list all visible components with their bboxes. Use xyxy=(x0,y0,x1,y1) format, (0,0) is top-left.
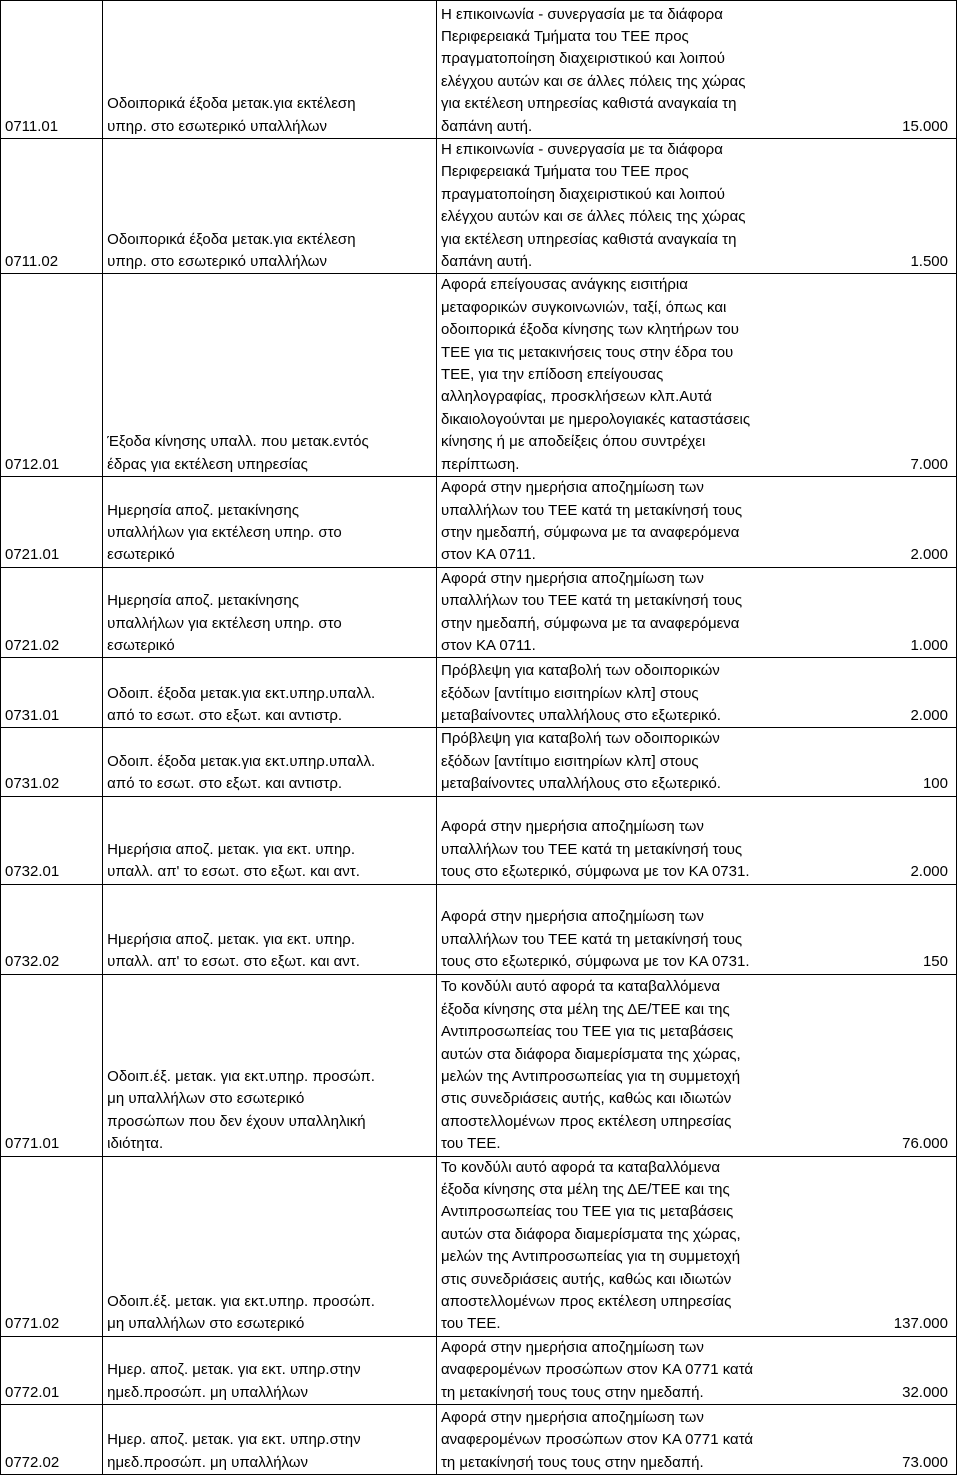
table-row xyxy=(1,658,957,728)
description-cell xyxy=(437,1156,957,1336)
account-code: 0731.02 xyxy=(1,728,103,796)
amount: 137.000 xyxy=(893,1315,948,1333)
description-cell xyxy=(437,477,957,568)
account-code: 0711.02 xyxy=(1,139,103,274)
expense-description: Αφορά στην ημερήσια αποζημίωση των υπαλλήλων του ΤΕΕ κατά τη μετακίνησή τους στην ημεδαπή, σύμφωνα με τα αναφερόμενα στον ΚΑ 0711. xyxy=(441,479,743,564)
expense-title: Ημερήσια αποζ. μετακ. για εκτ. υπηρ. υπαλλ. απ' το εσωτ. στο εξωτ. και αντ. xyxy=(103,884,437,974)
amount: 2.000 xyxy=(910,546,948,564)
table-row xyxy=(1,477,957,568)
expense-title: Οδοιπορικά έξοδα μετακ.για εκτέλεση υπηρ. στο εσωτερικό υπαλλήλων xyxy=(103,139,437,274)
amount: 76.000 xyxy=(902,1135,948,1153)
amount: 32.000 xyxy=(902,1383,948,1401)
table-row xyxy=(1,1156,957,1336)
description-cell xyxy=(437,1,957,139)
account-code: 0721.02 xyxy=(1,567,103,658)
account-code: 0721.01 xyxy=(1,477,103,568)
expense-title: Ημερήσια αποζ. μετακ. για εκτ. υπηρ. υπαλλ. απ' το εσωτ. στο εξωτ. και αντ. xyxy=(103,796,437,884)
account-code: 0732.01 xyxy=(1,796,103,884)
expense-description: Αφορά στην ημερήσια αποζημίωση των αναφερομένων προσώπων στον ΚΑ 0771 κατά τη μετακίνησή τους τους στην ημεδαπή. xyxy=(441,1408,754,1471)
table-row xyxy=(1,1336,957,1404)
description-cell xyxy=(437,1336,957,1404)
expense-description: Το κονδύλι αυτό αφορά τα καταβαλλόμενα έξοδα κίνησης στα μέλη της ΔΕ/ΤΕΕ και της Αντιπροσωπείας του ΤΕΕ για τις μεταβάσεις αυτών στα διάφορα διαμερίσματα της χώρας, μελών της Αντιπροσωπείας για τη συμμετοχή στις συνεδριάσεις αυτής, καθώς και ιδιωτών αποστελλομένων προς εκτέλεση υπηρεσίας του ΤΕΕ. xyxy=(441,1158,741,1333)
description-cell xyxy=(437,658,957,728)
description-cell xyxy=(437,728,957,796)
expense-description: Πρόβλεψη για καταβολή των οδοιπορικών εξόδων [αντίτιμο εισιτηρίων κλπ] στους μεταβαίνοντες υπαλλήλους στο εξωτερικό. xyxy=(441,662,721,724)
description-cell xyxy=(437,274,957,477)
table-row xyxy=(1,974,957,1156)
description-cell xyxy=(437,139,957,274)
table-row xyxy=(1,274,957,477)
description-cell xyxy=(437,1405,957,1475)
account-code: 0712.01 xyxy=(1,274,103,477)
expense-title: Ημερ. αποζ. μετακ. για εκτ. υπηρ.στην ημεδ.προσώπ. μη υπαλλήλων xyxy=(103,1336,437,1404)
amount: 7.000 xyxy=(910,455,948,473)
expense-description: Αφορά στην ημερήσια αποζημίωση των υπαλλήλων του ΤΕΕ κατά τη μετακίνησή τους τους στο εξωτερικό, σύμφωνα με τον ΚΑ 0731. xyxy=(441,818,750,881)
expense-title: Οδοιπ.έξ. μετακ. για εκτ.υπηρ. προσώπ. μη υπαλλήλων στο εσωτερικό προσώπων που δεν έχουν υπαλληλική ιδιότητα. xyxy=(103,974,437,1156)
description-cell xyxy=(437,796,957,884)
account-code: 0711.01 xyxy=(1,1,103,139)
amount: 1.000 xyxy=(910,636,948,654)
amount: 1.500 xyxy=(910,253,948,271)
amount: 73.000 xyxy=(902,1453,948,1471)
expense-title: Οδοιπ. έξοδα μετακ.για εκτ.υπηρ.υπαλλ. από το εσωτ. στο εξωτ. και αντιστρ. xyxy=(103,728,437,796)
account-code: 0731.01 xyxy=(1,658,103,728)
description-cell xyxy=(437,567,957,658)
expense-description: Πρόβλεψη για καταβολή των οδοιπορικών εξόδων [αντίτιμο εισιτηρίων κλπ] στους μεταβαίνοντες υπαλλήλους στο εξωτερικό. xyxy=(441,730,721,793)
account-code: 0771.01 xyxy=(1,974,103,1156)
expense-description: Αφορά στην ημερήσια αποζημίωση των υπαλλήλων του ΤΕΕ κατά τη μετακίνησή τους τους στο εξωτερικό, σύμφωνα με τον ΚΑ 0731. xyxy=(441,908,750,971)
account-code: 0772.02 xyxy=(1,1405,103,1475)
account-code: 0732.02 xyxy=(1,884,103,974)
expense-title: Έξοδα κίνησης υπαλλ. που μετακ.εντός έδρας για εκτέλεση υπηρεσίας xyxy=(103,274,437,477)
description-cell xyxy=(437,884,957,974)
expense-title: Οδοιπ. έξοδα μετακ.για εκτ.υπηρ.υπαλλ. από το εσωτ. στο εξωτ. και αντιστρ. xyxy=(103,658,437,728)
table-row xyxy=(1,567,957,658)
amount: 100 xyxy=(922,775,948,793)
account-code: 0772.01 xyxy=(1,1336,103,1404)
expense-description: Αφορά στην ημερήσια αποζημίωση των υπαλλήλων του ΤΕΕ κατά τη μετακίνησή τους στην ημεδαπή, σύμφωνα με τα αναφερόμενα στον ΚΑ 0711. xyxy=(441,569,743,654)
expense-title: Ημερησία αποζ. μετακίνησης υπαλλήλων για εκτέλεση υπηρ. στο εσωτερικό xyxy=(103,477,437,568)
expense-title: Ημερησία αποζ. μετακίνησης υπαλλήλων για εκτέλεση υπηρ. στο εσωτερικό xyxy=(103,567,437,658)
amount: 150 xyxy=(922,953,948,971)
table-row xyxy=(1,728,957,796)
expense-description: Αφορά επείγουσας ανάγκης εισιτήρια μεταφορικών συγκοινωνιών, ταξί, όπως και οδοιπορικά έξοδα κίνησης των κλητήρων του ΤΕΕ για τις μετακινήσεις τους στην έδρα του ΤΕΕ, για την επίδοση επείγουσας αλληλογραφίας, προσκλήσεων κλπ.Αυτά δικαιολογούνται με ημερολογιακές καταστάσεις κίνησης ή με αποδείξεις όπου συντρέχει περίπτωση. xyxy=(441,276,751,473)
expense-description: Αφορά στην ημερήσια αποζημίωση των αναφερομένων προσώπων στον ΚΑ 0771 κατά τη μετακίνησή τους τους στην ημεδαπή. xyxy=(441,1338,754,1401)
expense-title: Οδοιπ.έξ. μετακ. για εκτ.υπηρ. προσώπ. μη υπαλλήλων στο εσωτερικό xyxy=(103,1156,437,1336)
expense-description: Η επικοινωνία - συνεργασία με τα διάφορα Περιφερειακά Τμήματα του ΤΕΕ προς πραγματοποίηση διαχειριστικού και λοιπού ελέγχου αυτών και σε άλλες πόλεις της χώρας για εκτέλεση υπηρεσίας καθιστά αναγκαία τη δαπάνη αυτή. xyxy=(441,5,746,135)
description-cell xyxy=(437,974,957,1156)
expense-title: Ημερ. αποζ. μετακ. για εκτ. υπηρ.στην ημεδ.προσώπ. μη υπαλλήλων xyxy=(103,1405,437,1475)
table-row xyxy=(1,139,957,274)
account-code: 0771.02 xyxy=(1,1156,103,1336)
expense-title: Οδοιπορικά έξοδα μετακ.για εκτέλεση υπηρ. στο εσωτερικό υπαλλήλων xyxy=(103,1,437,139)
table-row xyxy=(1,884,957,974)
table-row xyxy=(1,1405,957,1475)
expense-description: Το κονδύλι αυτό αφορά τα καταβαλλόμενα έξοδα κίνησης στα μέλη της ΔΕ/ΤΕΕ και της Αντιπροσωπείας του ΤΕΕ για τις μεταβάσεις αυτών στα διάφορα διαμερίσματα της χώρας, μελών της Αντιπροσωπείας για τη συμμετοχή στις συνεδριάσεις αυτής, καθώς και ιδιωτών αποστελλομένων προς εκτέλεση υπηρεσίας του ΤΕΕ. xyxy=(441,978,741,1153)
table-row xyxy=(1,1,957,139)
expense-description: Η επικοινωνία - συνεργασία με τα διάφορα Περιφερειακά Τμήματα του ΤΕΕ προς πραγματοποίηση διαχειριστικού και λοιπού ελέγχου αυτών και σε άλλες πόλεις της χώρας για εκτέλεση υπηρεσίας καθιστά αναγκαία τη δαπάνη αυτή. xyxy=(441,141,746,271)
amount: 15.000 xyxy=(902,117,948,135)
table-row xyxy=(1,796,957,884)
amount: 2.000 xyxy=(910,863,948,881)
amount: 2.000 xyxy=(910,706,948,724)
